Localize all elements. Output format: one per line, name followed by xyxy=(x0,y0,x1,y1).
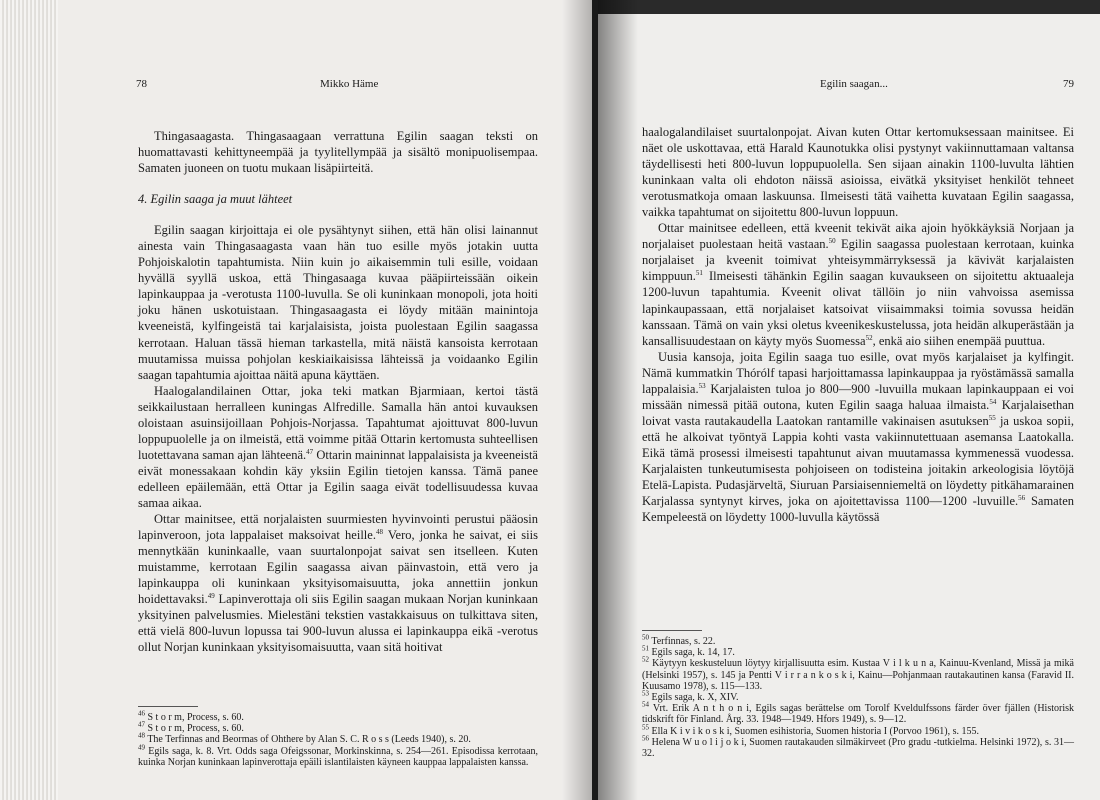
paragraph-text: Egilin saagan kirjoittaja ei ole pysähtynyt siihen, että hän olisi lainannut ainesta vain Thingasaagasta vaan hän tuo esille myös jotakin uutta Pohjoiskalotin tapahtumista. Niin kuin jo aikaisemmin tuli esille, voidaan hyvällä syyllä uskoa, että Thingasaaga kuvaa pääpiirteissään oikein lapinkauppaa ja -verotusta 1100-luvulla. Se oli kuninkaan monopoli, jota hoiti joku hänen uskotuistaan. Thingasaagasta ei löydy mitään mainintoja kveeneistä, kylfingeistä tai karjalaisista, joista puolestaan Egilin saagassa kerrotaan. Haluan tässä hieman tarkastella, mitä näistä kansoista kerrotaan muutamissa muissa pohjolan keskiaikaisissa lähteissä ja voidaanko Egilin saagan tapahtumia ajoittaa näitä apuna käyttäen. xyxy=(138,223,538,382)
paragraph xyxy=(642,220,1074,348)
paragraph-text: Thingasaagasta. Thingasaagaan verrattuna Egilin saagan teksti on huomattavasti kehittyneempää ja tyylitellympää ja sisältö monipuolisempaa. Samaten juoneen on tuotu mukaan lisäpiirteitä. xyxy=(138,129,538,176)
footnote xyxy=(138,720,538,735)
paragraph xyxy=(138,511,538,655)
footnote-text: The Terfinnas and Beormas of Ohthere by Alan S. C. R o s s (Leeds 1940), s. 20. xyxy=(147,734,471,746)
paragraph-text: haalogalandilaiset suurtalonpojat. Aivan kuten Ottar kertomuksessaan mainitsee. Ei näet ole uskottavaa, että Harald Kaunotukka olisi pystynyt vakiinnuttamaan valtansa täydellisesti heti 800-luvun loppupuolella. Sen sijaan ainakin 1100-luvulta lähtien kuninkaan valta oli ehdoton näissä asioissa, eivätkä yksityiset henkilöt tehneet verotusmatkoja omaan laskuunsa. Ilmeisesti tätä vaihetta kuvataan Egilin saagassa, vaikka tapahtumat on sijoitettu 800-luvun loppuun. xyxy=(642,125,1074,220)
scan-shadow xyxy=(598,0,1100,14)
footnote-ref: 51 xyxy=(695,269,703,278)
paragraph-text: Karjalaisten tuloa jo 800—900 -luvuilla mukaan lapinkauppaan ei voi missään nimessä pitää outona, kuten Egilin saaga haluaa ilmaista. xyxy=(642,381,1074,412)
paragraph-text: ja uskoa sopii, että he alkoivat työntyä Lappia kohti vasta vakiinnutettuaan asemansa Laatokalla. Eikä tämä prosessi ilmeisesti tapahtunut aivan muutamassa kymmenessä vuodessa. Karjalaisten tunkeutumisesta pohjoiseen on todisteina joitakin arkeologisia löytöjä Etelä-Lapista. Pudasjärveltä, Siuruan Parsiaisenniemeltä on löydetty pitkähamarainen Karjalassa syntynyt kirves, joka on ajoitettavissa 1100—1200 -luvuille. xyxy=(642,413,1074,509)
footnote-text: S t o r m, Process, s. 60. xyxy=(147,712,244,723)
paragraph-text: Egilin saagassa puolestaan kerrotaan, kuinka norjalaiset ja kveenit toimivat yhteisymmärryksessä ja kävivät karjalaisten kimppuun. xyxy=(642,237,1075,284)
footnote-text: Helena W u o l i j o k i, Suomen rautakauden silmäkirveet (Pro gradu -tutkielma. Helsinki 1972), s. 31—32. xyxy=(642,736,1075,760)
gutter-shadow xyxy=(598,0,638,800)
footnote xyxy=(642,689,1074,704)
footnote-ref: 56 xyxy=(1018,493,1026,502)
paragraph-text: Ottarin maininnat lappalaisista ja kveeneistä eivät monessakaan kohdin käy yksiin Egilin tietojen kanssa. Tämä panee edelleen epäilemään, että Ottar ja Egilin saaga eivät todellisuudessa kuvaa samaa aikaa. xyxy=(138,447,538,510)
paragraph-text: Ottar mainitsee, että norjalaisten suurmiesten hyvinvointi perustui pääosin lapinveroon, jota lappalaiset maksoivat heille. xyxy=(138,512,538,543)
footnote-number: 56 xyxy=(642,734,649,743)
footnote-ref: 52 xyxy=(865,333,873,342)
paragraph-text: Ilmeisesti tähänkin Egilin saagan kuvaukseen on sijoitettu aktuaaleja 1200-luvun tapahtumia. Kveenit olivat tällöin jo niin vahvoissa asemissa lapinkaupassaan, että norjalaiset katsoivat viisaimmaksi toimia sovussa heidän kanssaan. Tämä on vain yksi oletus kveenikeskustelussa, jota heidän alkuperästään ja kansallisuudestaan on käyty myös Suomessa xyxy=(642,269,1074,348)
footnote-ref: 49 xyxy=(207,592,215,601)
paragraph-text: Samaten Kempeleestä on löydetty 1000-luvulla käytössä xyxy=(642,494,1074,525)
footnote-number: 50 xyxy=(642,633,649,642)
footnote xyxy=(642,700,1075,726)
section-heading: 4. Egilin saaga ja muut lähteet xyxy=(138,192,293,207)
footnote-ref: 54 xyxy=(989,397,997,406)
footnotes xyxy=(138,709,539,768)
footnote-text: Egils saga, k. 14, 17. xyxy=(651,647,735,659)
page-edges xyxy=(0,0,58,800)
page-number: 79 xyxy=(1063,78,1074,90)
footnote-number: 51 xyxy=(642,644,649,653)
paragraph-text: Karjalaisethan loivat vasta rautakaudella Laatokan rantamille vakinaisen asutuksen xyxy=(642,397,1074,428)
footnote-number: 47 xyxy=(138,720,145,729)
footnote xyxy=(138,743,539,768)
footnote-text: Egils saga, k. 8. Vrt. Odds saga Ofeigssonar, Morkinskinna, s. 254—261. Episodissa kerrotaan, kuinka Norjan kuninkaan lapinverottaja epäili islantilaisten käyneen kauppaa lappalaisten kanssa. xyxy=(138,745,539,768)
footnote-ref: 53 xyxy=(698,381,706,390)
footnote-rule xyxy=(138,706,198,707)
footnote-text: Terfinnas, s. 22. xyxy=(651,636,716,647)
paragraph-text: Ottar mainitsee edelleen, että kveenit tekivät aika ajoin hyökkäyksiä Norjaan ja norjalaiset puolestaan heitä vastaan. xyxy=(642,221,1074,252)
footnote xyxy=(642,633,1074,647)
footnote-number: 52 xyxy=(642,656,649,665)
paragraph-text: Lapinverottaja oli siis Egilin saagan mukaan Norjan kuninkaan yksityinen palvelusmies. Mielestäni tekstien vastakkaisuus on tulkittava siten, että vielä 800-luvun lopussa tai 900-luvun alussa ei lapinkauppa eikä -verotus ollut Norjan kuninkaan yksityisomaisuutta, vaan sitä hoitivat xyxy=(138,592,538,655)
paragraph xyxy=(642,124,1074,220)
footnote-text: Käytyyn keskusteluun löytyy kirjallisuutta esim. Kustaa V i l k u n a, Kainuu-Kvenland, Missä ja mikä (Helsinki 1957), s. 145 ja Pentti V i r r a n k o s k i, Kainu—Pohjanmaan rautakautinen kansa (Faravid II. Kuusamo 1978), s. 115—133. xyxy=(642,658,1074,692)
body-text xyxy=(138,128,538,655)
footnote xyxy=(642,658,1074,692)
footnote-ref: 55 xyxy=(988,413,996,422)
footnote-text: Vrt. Erik A n t h o n i, Egils sagas berättelse om Torolf Kveldulfssons färder över fjällen (Historisk tidskrift för Finland. Årg. 33. 1948—1949. Hfors 1949), s. 9—12. xyxy=(642,703,1075,726)
running-head: Egilin saagan... xyxy=(820,78,888,90)
footnote-number: 55 xyxy=(642,723,649,732)
paragraph-text: Haalogalandilainen Ottar, joka teki matkan Bjarmiaan, kertoi tästä seikkailustaan herralleen kuningas Alfredille. Samalla hän antoi kuvauksen oloistaan asuinsijoillaan Pohjois-Norjassa. Tapahtumat ajoittuvat 800-luvun loppupuolelle ja on ilmeistä, että voimme pitää Ottarin kertomusta suhteellisen luotettavana saman ajan lähteenä. xyxy=(138,383,538,462)
footnote-number: 46 xyxy=(138,709,145,718)
footnotes xyxy=(642,633,1075,760)
paragraph xyxy=(138,128,538,176)
footnote-number: 53 xyxy=(642,689,649,698)
footnote xyxy=(138,734,538,745)
gutter-shadow xyxy=(562,0,592,800)
footnote xyxy=(642,644,1074,659)
paragraph-text: , enkä aio siihen enempää puuttua. xyxy=(872,333,1046,348)
paragraph-text: Vero, jonka he saivat, ei siis mennytkään kuninkaalle, vaan suurtalonpojat saivat sen itselleen. Kuten muistamme, kerrotaan Egilin saagassa aivan päinvastoin, että vero ja lapinkauppa oli kuninkaan yksityisomaisuutta, joka annettiin jonkun hoidettavaksi. xyxy=(138,528,538,607)
footnote xyxy=(138,709,538,723)
footnote xyxy=(642,723,1074,737)
footnote-number: 49 xyxy=(138,743,145,752)
paragraph xyxy=(138,222,538,382)
footnote-ref: 48 xyxy=(375,527,383,536)
footnote-ref: 50 xyxy=(828,237,836,246)
footnote-number: 48 xyxy=(138,732,145,741)
footnote-text: S t o r m, Process, s. 60. xyxy=(147,723,244,735)
paragraph-text: Uusia kansoja, joita Egilin saaga tuo esille, ovat myös karjalaiset ja kylfingit. Nämä kummatkin Thórólf tapasi harjoittamassa lapinkauppaa ja ryöstämässä samalla lappalaisia. xyxy=(642,349,1074,396)
paragraph xyxy=(642,349,1074,526)
footnote-text: Ella K i v i k o s k i, Suomen esihistoria, Suomen historia I (Porvoo 1961), s. 155. xyxy=(651,725,979,737)
footnote xyxy=(642,734,1075,760)
body-text xyxy=(642,124,1074,525)
page-number: 78 xyxy=(136,78,147,90)
footnote-ref: 47 xyxy=(306,447,314,456)
running-head: Mikko Häme xyxy=(320,78,379,90)
footnote-number: 54 xyxy=(642,700,649,709)
footnote-rule xyxy=(642,630,702,631)
paragraph xyxy=(138,383,538,511)
right-page xyxy=(598,0,1100,800)
footnote-text: Egils saga, k. X, XIV. xyxy=(651,692,739,704)
